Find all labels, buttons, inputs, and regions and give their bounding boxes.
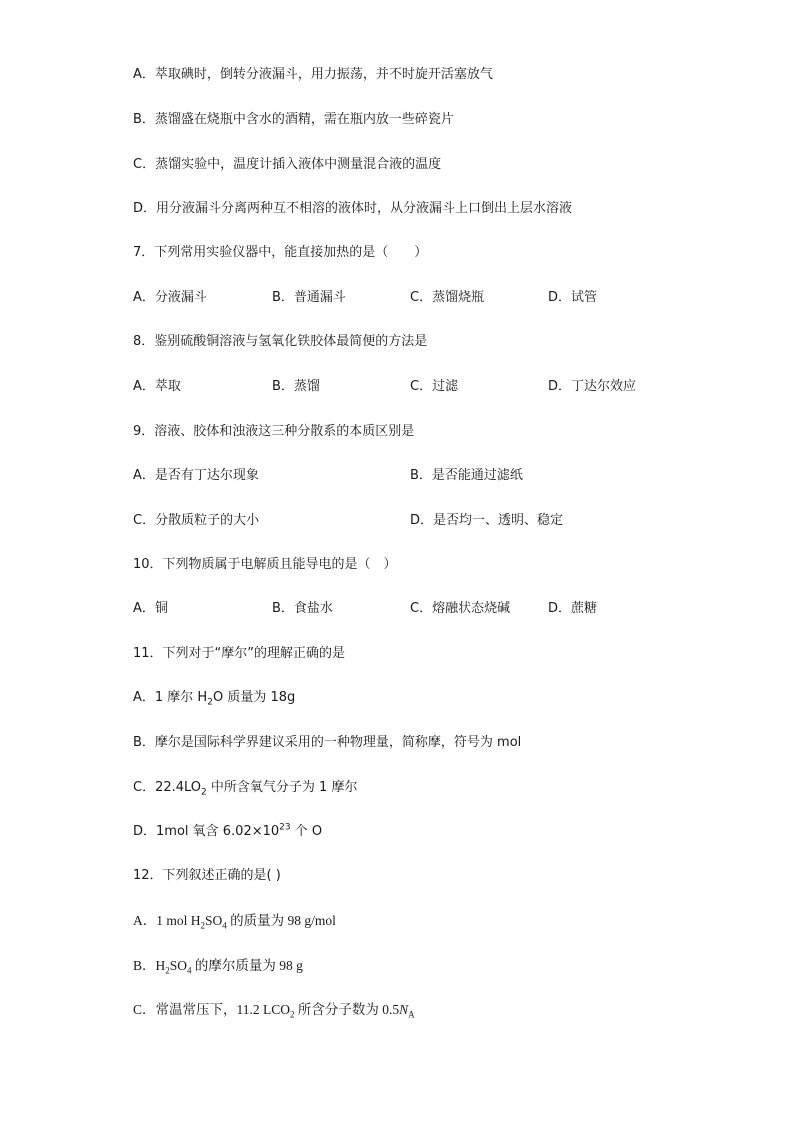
q7-option-a: A．分液漏斗 [133,290,207,305]
q9-option-c: C．分散质粒子的大小 [133,513,260,528]
q10-stem: 10．下列物质属于电解质且能导电的是（ ） [133,557,397,572]
q8-option-b: B．蒸馏 [272,379,320,394]
q7-option-d: D．试管 [548,290,598,305]
q10-option-c: C．熔融状态烧碱 [410,601,511,616]
q7-option-c: C．蒸馏烧瓶 [410,290,485,305]
q8-option-d: D．丁达尔效应 [548,379,637,394]
q11-option-b: B．摩尔是国际科学界建议采用的一种物理量，简称摩，符号为 mol [133,735,522,750]
q10-option-d: D．蔗糖 [548,601,598,616]
q6-option-d: D．用分液漏斗分离两种互不相溶的液体时，从分液漏斗上口倒出上层水溶液 [133,201,573,216]
q6-option-c: C．蒸馏实验中，温度计插入液体中测量混合液的温度 [133,157,442,172]
q10-option-a: A．铜 [133,601,168,616]
q8-stem: 8．鉴别硫酸铜溶液与氢氧化铁胶体最简便的方法是 [133,334,428,349]
q11-option-a: A．1 摩尔 $H_2O$ 质量为 18g [133,690,296,708]
q7-stem: 7．下列常用实验仪器中，能直接加热的是（ ） [133,245,428,260]
q8-option-a: A．萃取 [133,379,181,394]
q8-option-c: C．过滤 [410,379,459,394]
q9-option-a: A．是否有丁达尔现象 [133,468,259,483]
q12-option-c: C．常温常压下，11.2 $LCO_2$ 所含分子数为 $0.5N_A$ [133,1002,415,1020]
q9-option-d: D．是否均一、透明、稳定 [410,513,564,528]
q12-option-b: B．$H_2SO_4$ 的摩尔质量为 98 g [133,958,303,976]
q9-stem: 9．溶液、胶体和浊液这三种分散系的本质区别是 [133,424,415,439]
q9-option-b: B．是否能通过滤纸 [410,468,523,483]
q6-option-a: A．萃取碘时，倒转分液漏斗，用力振荡，并不时旋开活塞放气 [133,67,493,82]
q7-option-b: B．普通漏斗 [272,290,346,305]
q11-option-d: D．1mol 氧含 $6.02\times 10^{23}$ 个 O [133,822,323,839]
q12-option-a: A．1 mol $H_2SO_4$ 的质量为 98 g/mol [133,913,336,931]
q11-option-c: C．$22.4LO_2$ 中所含氧气分子为 1 摩尔 [133,780,358,798]
q11-stem: 11．下列对于“摩尔”的理解正确的是 [133,646,346,661]
q10-option-b: B．食盐水 [272,601,333,616]
q6-option-b: B．蒸馏盛在烧瓶中含水的酒精，需在瓶内放一些碎瓷片 [133,112,454,127]
q12-stem: 12．下列叙述正确的是( ) [133,868,281,883]
